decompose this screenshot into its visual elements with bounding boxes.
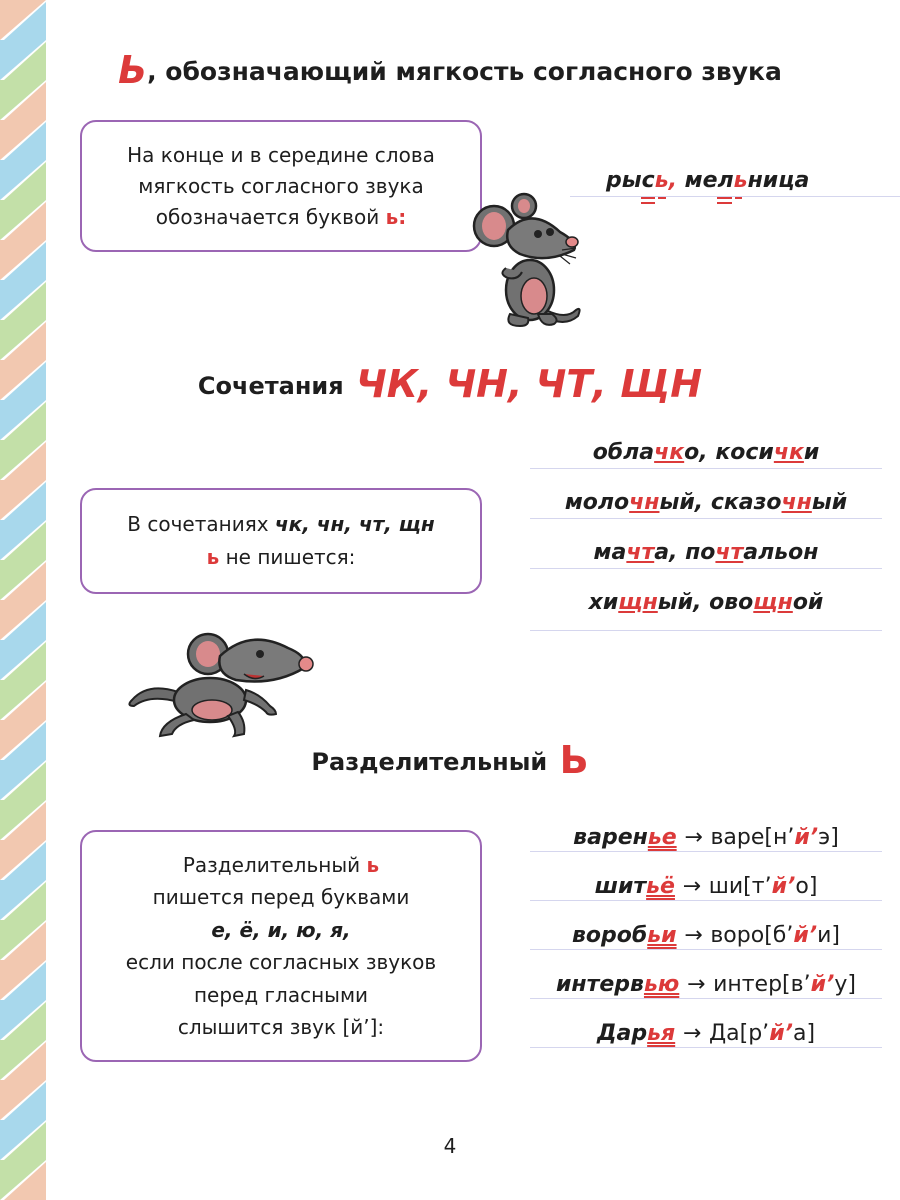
highlight-combo: щн	[618, 590, 658, 615]
highlight-combo: чн	[629, 490, 660, 515]
transcription-part: и]	[817, 923, 841, 948]
example-word-part: хи	[588, 590, 619, 615]
highlight-combo: чт	[715, 540, 744, 565]
example-word-part: шит	[594, 874, 647, 899]
transcription-part: о]	[795, 874, 818, 899]
example-word-part: мел	[684, 168, 734, 193]
example-word-part: альон	[743, 540, 819, 565]
rule2-combinations: чк, чн, чт, щн	[274, 512, 435, 536]
combo-example-1	[530, 440, 882, 469]
rule1-soft-sign: ь:	[385, 204, 407, 229]
example-word-part: варен	[573, 825, 648, 850]
example-word-part: коси	[715, 440, 774, 465]
section1-rule-box	[80, 120, 482, 252]
arrow-icon: →	[686, 972, 706, 997]
example-word-part: вороб	[571, 923, 648, 948]
example-word-part: и	[803, 440, 820, 465]
separator-example-5	[530, 1021, 882, 1048]
highlight-yot: й’	[793, 923, 818, 948]
example-word-part: ый	[811, 490, 848, 515]
combo-example-4	[530, 590, 882, 631]
highlight-separator: ьи	[647, 923, 677, 948]
example-word-part: интерв	[556, 972, 644, 997]
arrow-icon: →	[682, 1021, 702, 1046]
highlight-combo: чн	[781, 490, 812, 515]
section2-title-text: Сочетания	[197, 372, 344, 400]
transcription-part: э]	[818, 825, 839, 850]
rule3-line6: слышится звук [й’]:	[177, 1015, 385, 1039]
combo-example-2	[530, 490, 882, 519]
arrow-icon: →	[682, 874, 702, 899]
rule2-line1	[127, 508, 434, 541]
separator-example-4	[530, 972, 882, 999]
highlight-combo: чк	[654, 440, 685, 465]
example-word-part: ница	[747, 168, 810, 193]
section3-title-text: Разделительный	[311, 748, 548, 776]
section1-underline-marks	[610, 196, 770, 208]
rule3-line5: перед гласными	[193, 982, 369, 1007]
example-word-part: сказо	[710, 490, 782, 515]
rule1-line2: мягкость согласного звука	[138, 173, 424, 198]
example-word-part: ой	[792, 590, 824, 615]
example-word-part: ма	[593, 540, 627, 565]
example-word-part: обла	[592, 440, 655, 465]
decorative-triangle-strip	[0, 0, 46, 1200]
rule3-line2: пишется перед буквами	[152, 885, 410, 909]
section1-heading	[0, 48, 900, 92]
example-word-part: ый,	[659, 490, 704, 515]
section3-title-letter: Ь	[559, 738, 589, 782]
rule2-line2-text: не пишется:	[219, 545, 356, 569]
highlight-soft-sign: ь	[654, 168, 669, 193]
example-word-part: рыс	[606, 168, 655, 193]
example-word-part: по	[685, 540, 716, 565]
running-mouse-icon	[128, 628, 324, 740]
rule3-soft-sign: ь	[366, 852, 380, 877]
transcription-part: интер[в’	[713, 972, 811, 997]
highlight-yot: й’	[771, 874, 796, 899]
highlight-yot: й’	[810, 972, 835, 997]
highlight-separator: ью	[643, 972, 680, 997]
separator-example-3	[530, 923, 882, 950]
rule2-soft-sign: ь	[206, 545, 220, 569]
example-word-part: Дар	[596, 1021, 648, 1046]
transcription-part: варе[н’	[710, 825, 795, 850]
section2-heading	[0, 362, 900, 406]
highlight-soft-sign: ь	[733, 168, 748, 193]
transcription-part: ши[т’	[708, 874, 772, 899]
highlight-combo: чк	[773, 440, 804, 465]
section1-title-text: , обозначающий мягкость согласного звука	[147, 57, 782, 86]
transcription-part: у]	[834, 972, 856, 997]
rule2-line2	[207, 541, 356, 574]
rule1-line1: На конце и в середине слова	[127, 142, 435, 167]
transcription-part: воро[б’	[710, 923, 794, 948]
highlight-yot: й’	[794, 825, 819, 850]
transcription-part: а]	[792, 1021, 816, 1046]
example-word-part: ый,	[657, 590, 702, 615]
example-word-part: ово	[709, 590, 754, 615]
section3-rule-box	[80, 830, 482, 1062]
highlight-yot: й’	[769, 1021, 793, 1046]
separator-example-2	[530, 874, 882, 901]
rule2-line1-text: В сочетаниях	[127, 512, 275, 536]
separator-example-1	[530, 825, 882, 852]
example-comma: ,	[668, 168, 677, 193]
highlight-separator: ья	[647, 1021, 676, 1046]
section2-title-combinations: ЧК, ЧН, ЧТ, ЩН	[356, 362, 703, 406]
example-word-part: о,	[684, 440, 708, 465]
page-number: 4	[443, 1134, 457, 1158]
rule1-line3-text: обозначается буквой	[155, 204, 386, 229]
section2-rule-box	[80, 488, 482, 594]
rule1-line3	[156, 202, 406, 233]
example-word-part: моло	[564, 490, 630, 515]
rule3-line1-text: Разделительный	[182, 852, 367, 877]
rule3-line1	[183, 849, 379, 882]
highlight-combo: щн	[753, 590, 793, 615]
rule3-vowels: е, ё, и, ю, я,	[211, 917, 351, 942]
combo-example-3	[530, 540, 882, 569]
section3-heading	[0, 738, 900, 782]
example-word-part: а,	[654, 540, 678, 565]
highlight-separator: ье	[647, 825, 677, 850]
highlight-combo: чт	[626, 540, 655, 565]
arrow-icon: →	[684, 825, 703, 850]
standing-mouse-icon	[466, 190, 590, 332]
transcription-part: Да[р’	[708, 1021, 770, 1046]
arrow-icon: →	[684, 923, 703, 948]
section1-example	[570, 168, 900, 197]
rule3-line4: если после согласных звуков	[125, 950, 437, 974]
highlight-separator: ьё	[646, 874, 675, 899]
soft-sign-title-letter: Ь	[118, 48, 148, 92]
